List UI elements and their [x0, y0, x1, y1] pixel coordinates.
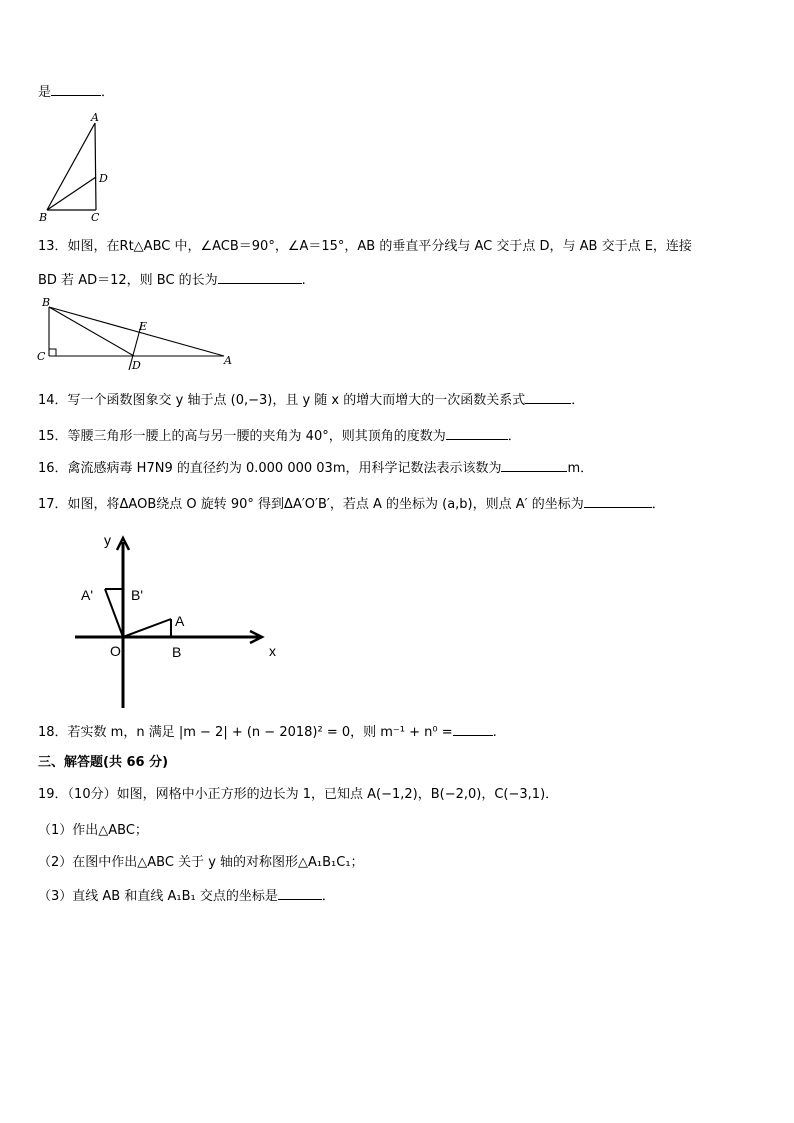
- label-x: x: [269, 643, 276, 659]
- q14-end: ．: [571, 393, 585, 408]
- q16-text: 16．禽流感病毒 H7N9 的直径约为 0.000 000 03m，用科学记数法表示该数为: [38, 461, 502, 476]
- label-a: A: [91, 111, 99, 124]
- q13-end: .: [301, 273, 306, 288]
- q17-line: [38, 494, 665, 514]
- label-a: A: [175, 613, 185, 629]
- q14-text: 14．写一个函数图象交 y 轴于点 (0,−3)，且 y 随 x 的增大而增大的一次函数关系式: [38, 393, 526, 408]
- label-d: D: [99, 172, 108, 185]
- q12-answer-blank[interactable]: [51, 82, 101, 96]
- q15-answer-blank[interactable]: [446, 426, 508, 440]
- label-b: B: [42, 296, 51, 309]
- q16-unit: m．: [567, 461, 594, 476]
- q17-rotation-figure: [70, 528, 290, 713]
- q14-answer-blank[interactable]: [525, 390, 571, 404]
- label-b: B: [172, 644, 182, 660]
- label-o: O: [110, 643, 121, 659]
- q16-answer-blank[interactable]: [501, 458, 567, 472]
- label-c: C: [37, 350, 46, 363]
- right-angle-mark: [49, 349, 56, 356]
- segment-bd: [47, 177, 96, 210]
- q14-line: [38, 390, 584, 410]
- segment-ba: [49, 307, 224, 356]
- q13-line-2-text: BD 若 AD＝12，则 BC 的长为: [38, 273, 218, 288]
- q19-answer-blank[interactable]: [278, 886, 322, 900]
- q12-end: ．: [101, 85, 115, 100]
- q12-triangle-figure: [36, 108, 116, 226]
- q18-end: .: [492, 725, 497, 740]
- q16-line: [38, 458, 593, 478]
- label-b-prime: B': [131, 587, 144, 603]
- q19-part-1: （1）作出△ABC；: [38, 823, 148, 838]
- q19-end: ．: [321, 889, 335, 904]
- label-c: C: [91, 211, 100, 224]
- label-b: B: [39, 211, 48, 224]
- label-d: D: [132, 359, 141, 372]
- segment-oa: [123, 619, 171, 637]
- label-y: y: [104, 532, 111, 548]
- q19-part-3-line: [38, 886, 335, 906]
- q18-text: 18．若实数 m，n 满足 |m − 2| + (n − 2018)² = 0，则 m⁻¹ + n⁰ =: [38, 725, 453, 740]
- q19-stem: 19．（10分）如图，网格中小正方形的边长为 1，已知点 A(−1,2)，B(−2,0)，C(−3,1)．: [38, 787, 559, 802]
- q15-end: ．: [507, 429, 521, 444]
- q13-line-1: 13．如图，在Rt△ABC 中，∠ACB＝90°，∠A＝15°，AB 的垂直平分线与 AC 交于点 D，与 AB 交于点 E，连接: [38, 239, 692, 254]
- label-a: A: [224, 354, 232, 367]
- q15-line: [38, 426, 521, 446]
- segment-ab: [47, 123, 95, 210]
- q18-answer-blank[interactable]: [453, 722, 493, 736]
- q19-part-3: （3）直线 AB 和直线 A₁B₁ 交点的坐标是: [38, 889, 278, 904]
- q12-tail-text: 是: [38, 85, 52, 100]
- segment-ac: [95, 123, 96, 210]
- q13-line-2: [38, 270, 306, 290]
- q17-end: ．: [651, 497, 665, 512]
- q18-line: [38, 722, 497, 742]
- q13-answer-blank[interactable]: [218, 270, 302, 284]
- q15-text: 15．等腰三角形一腰上的高与另一腰的夹角为 40°，则其顶角的度数为: [38, 429, 446, 444]
- q12-tail-line: [38, 82, 114, 102]
- q19-part-2: （2）在图中作出△ABC 关于 y 轴的对称图形△A₁B₁C₁；: [38, 855, 364, 870]
- label-a-prime: A': [81, 587, 94, 603]
- q17-answer-blank[interactable]: [584, 494, 652, 508]
- label-e: E: [139, 320, 148, 333]
- q17-text: 17．如图，将ΔAOB绕点 O 旋转 90° 得到ΔA′O′B′，若点 A 的坐标为 (a,b)，则点 A′ 的坐标为: [38, 497, 584, 512]
- section-3-title: 三、解答题(共 66 分): [38, 755, 169, 770]
- segment-oa-prime: [105, 589, 123, 637]
- q13-triangle-figure: [34, 294, 244, 374]
- segment-bd: [49, 307, 134, 356]
